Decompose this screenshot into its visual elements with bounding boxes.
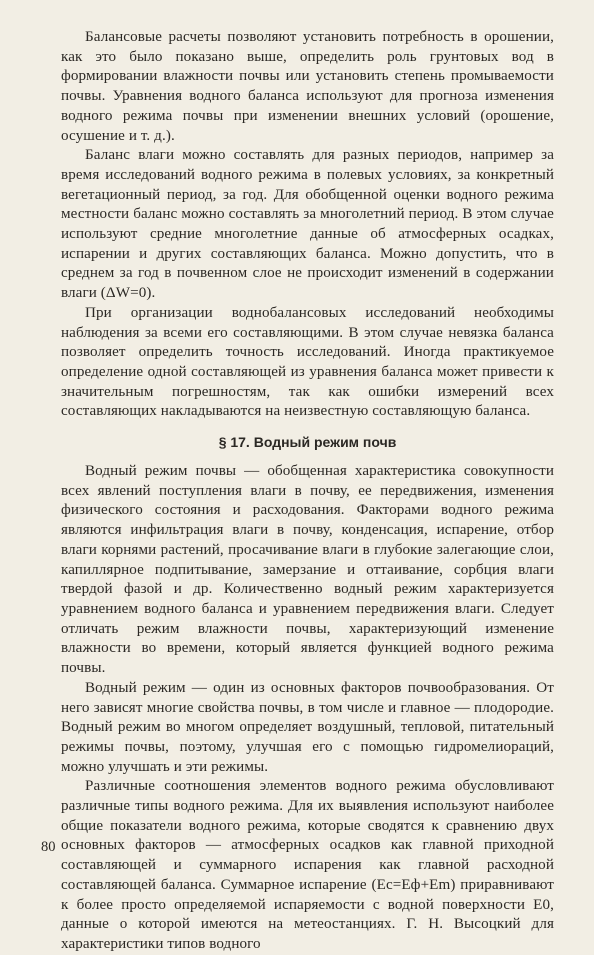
page-text: [61, 28, 554, 955]
paragraph-water-regime-factor: Водный режим — один из основных факторов почвообразования. От него зависят многие свойства почвы, в том числе и главное — плодородие. Водный режим во многом определяет воздушный, тепловой, питательный режимы почвы, поэтому, улучшая его с помощью гидромелиораций, можно улучшать и эти режимы.: [61, 679, 554, 775]
page-number: 80: [41, 839, 56, 855]
paragraph-balance-calculations: Балансовые расчеты позволяют установить потребность в орошении, как это было показано выше, определить роль грунтовых вод в формировании влажности почвы или установить степень промываемости почвы. Уравнения водного баланса используют для прогноза изменения водного режима почвы при изменении внешних условий (орошение, осушение и т. д.).: [61, 29, 554, 144]
section-heading: § 17. Водный режим почв: [218, 434, 397, 451]
paragraph-water-regime-types: Различные соотношения элементов водного режима обусловливают различные типы водного режима. Для их выявления используют наиболее общие показатели водного режима, которые сводятся к сравнению двух основных факторов — атмосферных осадков как главной приходной составляющей и суммарного испарения как главной расходной составляющей баланса. Суммарное испарение (Ec=Eф+Em) приравнивают к более просто определяемой испаряемости с водной поверхности E0, данные о которой имеются на метеостанциях. Г. Н. Высоцкий для характеристики типов водного: [61, 778, 554, 952]
paragraph-water-regime-definition: Водный режим почвы — обобщенная характеристика совокупности всех явлений поступления влаги в почву, ее передвижения, изменения физического состояния и расходования. Факторами водного режима являются инфильтрация влаги в почву, конденсация, испарение, отбор влаги корнями растений, просачивание влаги в глубокие залегающие слои, капиллярное подпитывание, замерзание и оттаивание, сорбция влаги твердой фазой и др. Количественно водный режим характеризуется уравнением водного баланса и уравнением передвижения влаги. Следует отличать режим влажности почвы, характеризующий изменение влажности во времени, который является функцией водного режима почвы.: [61, 463, 554, 677]
paragraph-water-balance-research: При организации воднобалансовых исследований необходимы наблюдения за всеми его составляющими. В этом случае невязка баланса позволяет определить точность исследований. Иногда практикуемое определение одной составляющей из уравнения баланса может привести к значительным погрешностям, так как ошибки измерений всех составляющих накладываются на неизвестную составляющую баланса.: [61, 304, 554, 420]
paragraph-moisture-balance: Баланс влаги можно составлять для разных периодов, например за время исследований водного режима в полевых условиях, за конкретный вегетационный период, за год. Для обобщенной оценки водного режима местности баланс можно составлять за многолетний период. В этом случае используют средние многолетние данные об атмосферных осадках, испарении и других составляющих баланса. Можно допустить, что в среднем за год в почвенном слое не происходит изменений в содержании влаги (ΔW=0).: [61, 147, 554, 302]
